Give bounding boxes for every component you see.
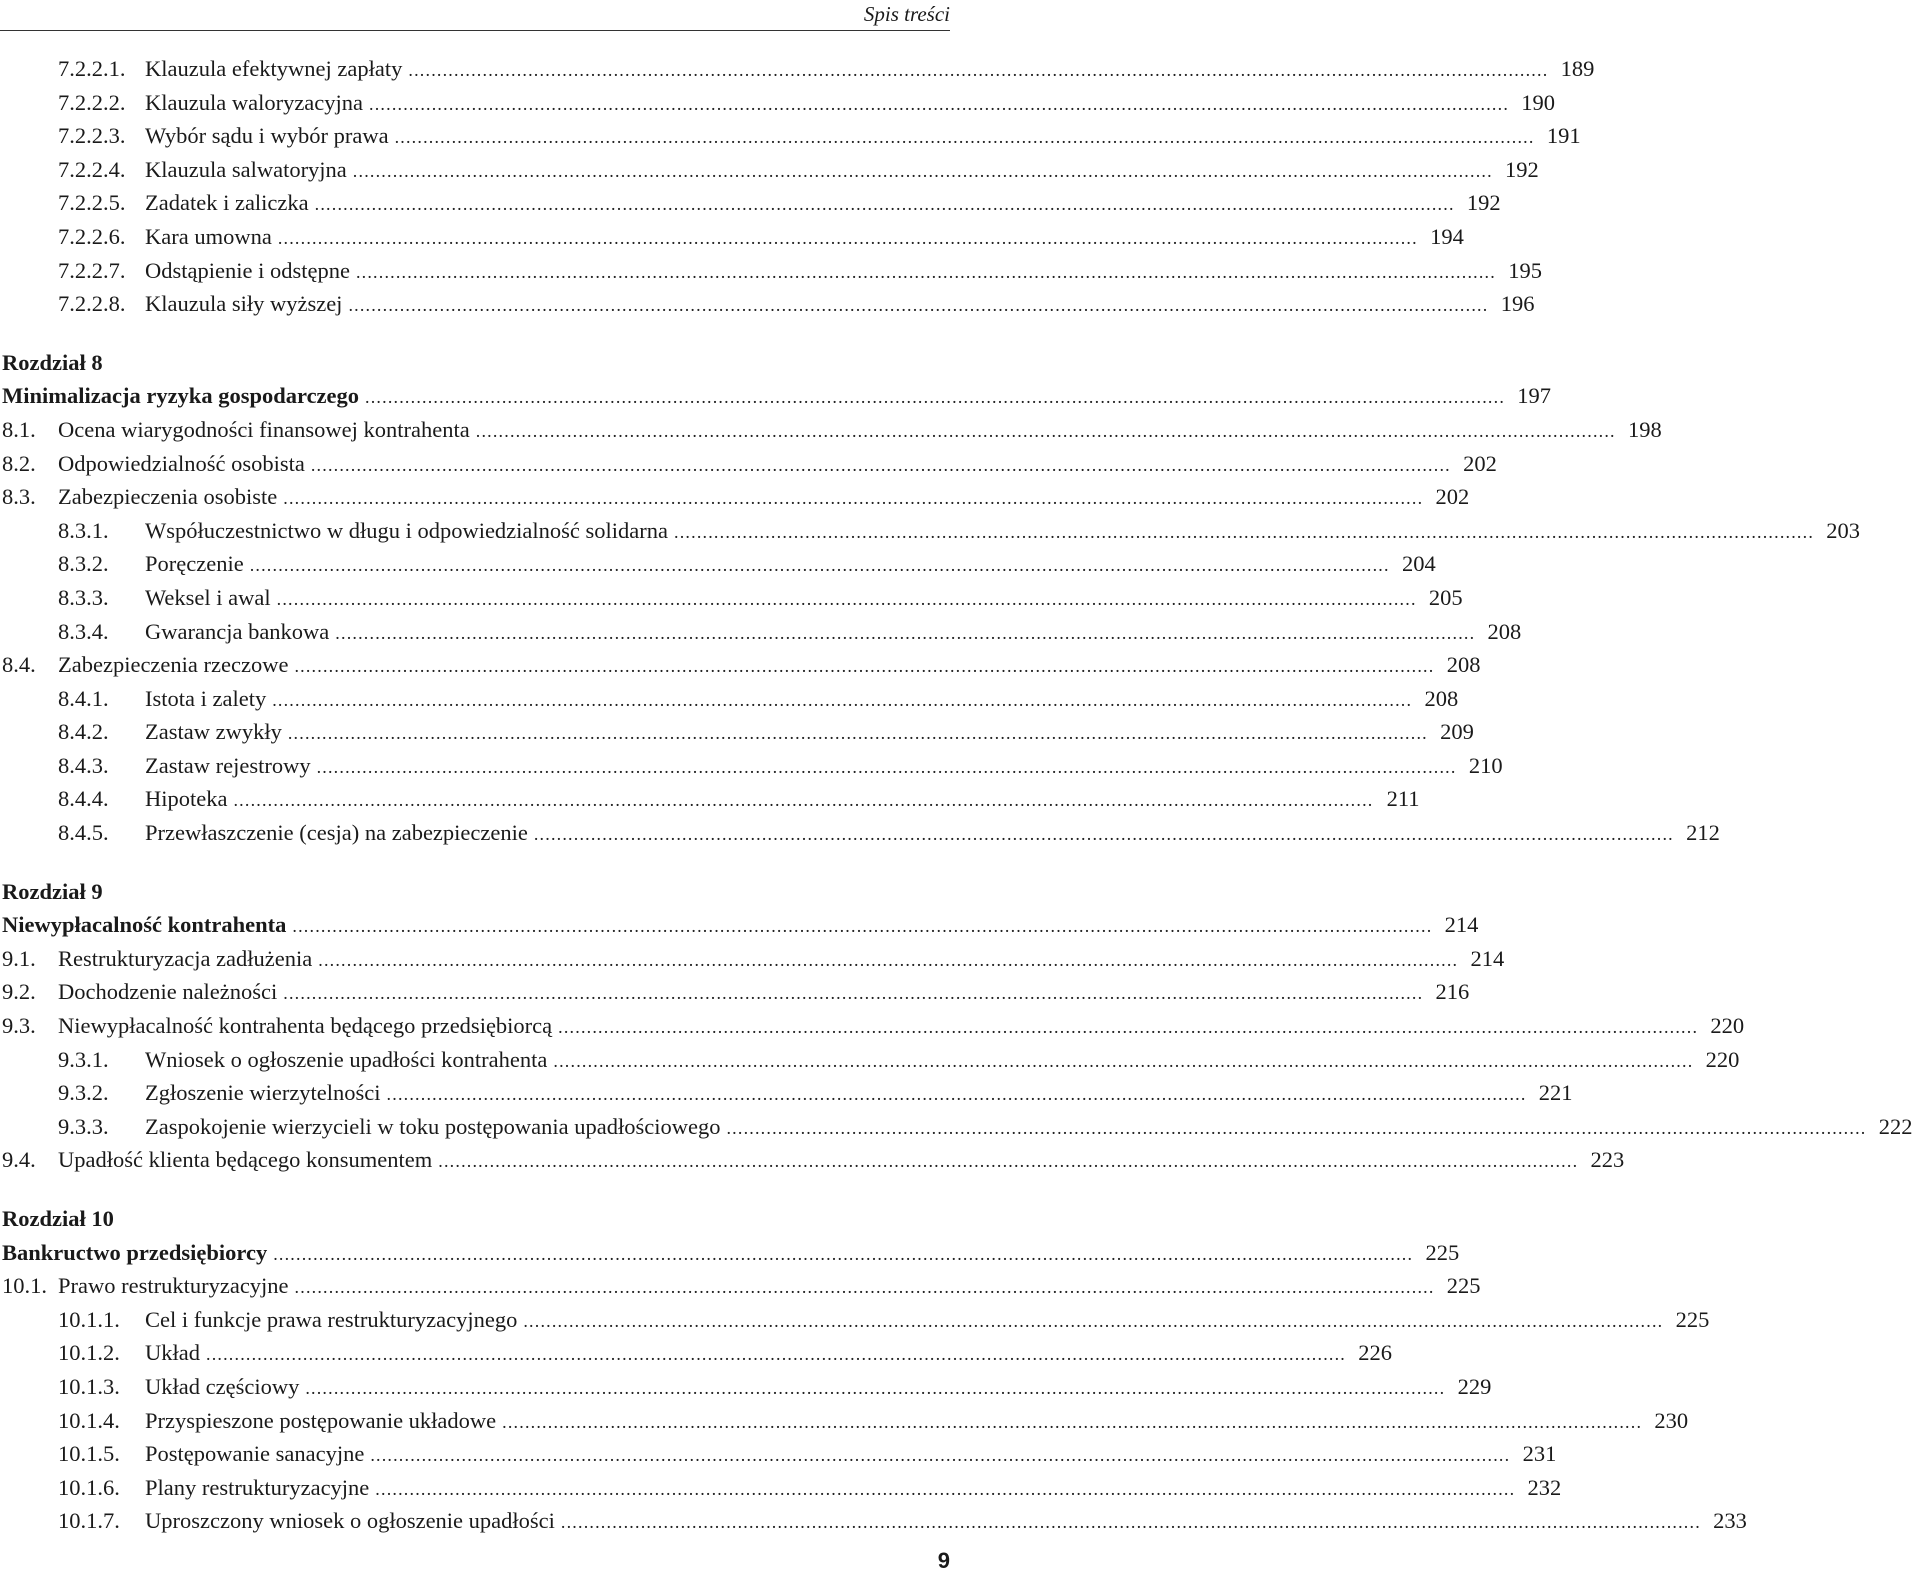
toc-entry[interactable] xyxy=(0,749,1503,783)
entry-number: 10.1.6. xyxy=(58,1474,120,1500)
chapter-title: Bankructwo przedsiębiorcy xyxy=(2,1236,273,1270)
entry-number: 8.3.3. xyxy=(58,584,109,610)
entry-title: Postępowanie sanacyjne xyxy=(145,1437,370,1471)
entry-number: 7.2.2.5. xyxy=(58,190,126,216)
dot-leader: ........................................................................................................................................................................................................ xyxy=(386,1084,1527,1105)
dot-leader: ........................................................................................................................................................................................................ xyxy=(523,1310,1664,1331)
entry-title: Hipoteka xyxy=(145,782,233,816)
entry-leader-line xyxy=(58,975,1470,1011)
entry-page-number: 230 xyxy=(1654,1407,1689,1433)
entry-title: Zaspokojenie wierzycieli w toku postępowania upadłościowego xyxy=(145,1110,726,1144)
entry-leader-line xyxy=(58,447,1497,483)
entry-page-number: 208 xyxy=(1424,685,1459,711)
entry-page-number: 198 xyxy=(1628,416,1662,442)
entry-number: 7.2.2.6. xyxy=(58,223,126,249)
entry-page-number: 225 xyxy=(1425,1239,1460,1265)
entry-leader-line xyxy=(145,581,1463,617)
entry-page-number: 214 xyxy=(1470,945,1505,971)
entry-page-number: 194 xyxy=(1430,223,1464,249)
entry-leader-line xyxy=(145,715,1474,751)
dot-leader: ........................................................................................................................................................................................................ xyxy=(553,1050,1694,1071)
page-number: 9 xyxy=(937,1548,950,1573)
entry-leader-line xyxy=(145,1076,1573,1112)
entry-number: 10.1.1. xyxy=(58,1306,120,1332)
entry-page-number: 229 xyxy=(1457,1373,1492,1399)
entry-title: Układ xyxy=(145,1336,206,1370)
toc-entry[interactable] xyxy=(0,186,1501,220)
entry-leader-line xyxy=(145,287,1535,323)
entry-number: 9.1. xyxy=(2,945,36,971)
entry-page-number: 212 xyxy=(1686,820,1720,846)
dot-leader: ........................................................................................................................................................................................................ xyxy=(352,160,1493,181)
entry-title: Weksel i awal xyxy=(145,581,277,615)
dot-leader: ........................................................................................................................................................................................................ xyxy=(310,454,1451,475)
dot-leader: ........................................................................................................................................................................................................ xyxy=(475,420,1616,441)
entry-leader-line xyxy=(58,942,1505,978)
toc-entry[interactable] xyxy=(0,1076,1573,1110)
dot-leader: ........................................................................................................................................................................................................ xyxy=(348,295,1489,316)
dot-leader: ........................................................................................................................................................................................................ xyxy=(375,1478,1516,1499)
entry-title: Zastaw zwykły xyxy=(145,715,288,749)
dot-leader: ........................................................................................................................................................................................................ xyxy=(365,387,1506,408)
toc-entry[interactable] xyxy=(0,816,1720,850)
entry-page-number: 208 xyxy=(1446,652,1481,678)
entry-leader-line xyxy=(145,52,1595,88)
chapter-label: Rozdział 9 xyxy=(2,878,103,904)
entry-title: Poręczenie xyxy=(145,547,250,581)
entry-leader-line xyxy=(145,119,1581,155)
toc-entry[interactable] xyxy=(0,1504,1747,1538)
entry-leader-line xyxy=(145,1043,1740,1079)
entry-number: 7.2.2.1. xyxy=(58,56,126,81)
entry-page-number: 233 xyxy=(1713,1508,1747,1534)
entry-number: 8.4.4. xyxy=(58,786,109,812)
entry-leader-line xyxy=(145,816,1720,852)
entry-page-number: 220 xyxy=(1705,1046,1740,1072)
dot-leader: ........................................................................................................................................................................................................ xyxy=(502,1411,1643,1432)
dot-leader: ........................................................................................................................................................................................................ xyxy=(277,227,1418,248)
toc-entry[interactable] xyxy=(0,615,1522,649)
entry-title: Zgłoszenie wierzytelności xyxy=(145,1076,387,1110)
entry-leader-line xyxy=(2,908,1479,944)
dot-leader: ........................................................................................................................................................................................................ xyxy=(283,488,1424,509)
entry-page-number: 210 xyxy=(1468,752,1503,778)
entry-number: 10.1.4. xyxy=(58,1407,120,1433)
dot-leader: ........................................................................................................................................................................................................ xyxy=(283,983,1424,1004)
entry-title: Zabezpieczenia rzeczowe xyxy=(58,648,294,682)
entry-page-number: 190 xyxy=(1521,89,1556,115)
dot-leader: ........................................................................................................................................................................................................ xyxy=(318,949,1459,970)
toc-entry[interactable] xyxy=(0,447,1497,481)
chapter-title-entry[interactable] xyxy=(0,379,1552,413)
chapter-title: Minimalizacja ryzyka gospodarczego xyxy=(2,379,365,413)
entry-leader-line xyxy=(145,749,1503,785)
entry-leader-line xyxy=(145,782,1420,818)
entry-number: 8.4.3. xyxy=(58,752,109,778)
entry-title: Klauzula waloryzacyjna xyxy=(145,86,369,120)
entry-number: 8.4.5. xyxy=(58,820,109,846)
dot-leader: ........................................................................................................................................................................................................ xyxy=(292,916,1433,937)
entry-number: 9.4. xyxy=(2,1147,36,1173)
entry-number: 9.3.2. xyxy=(58,1080,109,1106)
entry-page-number: 192 xyxy=(1466,190,1501,216)
entry-number: 8.3. xyxy=(2,484,36,510)
entry-title: Niewypłacalność kontrahenta będącego przedsiębiorcą xyxy=(58,1009,558,1043)
entry-leader-line xyxy=(145,1437,1557,1473)
entry-page-number: 216 xyxy=(1435,979,1470,1005)
entry-number: 8.3.2. xyxy=(58,551,109,577)
toc-entry[interactable] xyxy=(0,1370,1492,1404)
entry-leader-line xyxy=(145,1303,1710,1339)
entry-title: Upadłość klienta będącego konsumentem xyxy=(58,1143,438,1177)
chapter-label: Rozdział 10 xyxy=(2,1206,114,1231)
entry-page-number: 196 xyxy=(1500,291,1535,317)
entry-page-number: 225 xyxy=(1675,1306,1710,1332)
entry-page-number: 204 xyxy=(1401,551,1436,577)
entry-title: Współuczestnictwo w długu i odpowiedzialność solidarna xyxy=(145,514,674,548)
chapter-title-entry[interactable] xyxy=(0,1236,1460,1270)
entry-number: 8.2. xyxy=(2,450,36,476)
entry-page-number: 225 xyxy=(1446,1273,1481,1299)
toc-entry[interactable] xyxy=(0,287,1535,321)
entry-leader-line xyxy=(145,186,1501,222)
entry-leader-line xyxy=(145,682,1459,718)
entry-number: 9.3.3. xyxy=(58,1113,109,1139)
toc-entry[interactable] xyxy=(0,942,1505,976)
entry-title: Przewłaszczenie (cesja) na zabezpieczenie xyxy=(145,816,534,850)
entry-number: 10.1.2. xyxy=(58,1340,120,1366)
entry-title: Układ częściowy xyxy=(145,1370,305,1404)
entry-leader-line xyxy=(145,1370,1492,1406)
toc-entry[interactable] xyxy=(0,1336,1392,1370)
entry-leader-line xyxy=(145,1504,1747,1540)
dot-leader: ........................................................................................................................................................................................................ xyxy=(316,756,1457,777)
toc-entry[interactable] xyxy=(0,1043,1740,1077)
dot-leader: ........................................................................................................................................................................................................ xyxy=(369,93,1510,114)
entry-leader-line xyxy=(145,514,1861,550)
toc-entry[interactable] xyxy=(0,480,1470,514)
entry-leader-line xyxy=(145,1404,1689,1440)
toc-entry[interactable] xyxy=(0,413,1662,447)
toc-entry[interactable] xyxy=(0,1437,1557,1471)
entry-number: 7.2.2.2. xyxy=(58,89,126,115)
entry-page-number: 205 xyxy=(1428,584,1463,610)
entry-page-number: 208 xyxy=(1487,618,1522,644)
entry-title: Kara umowna xyxy=(145,220,278,254)
entry-page-number: 214 xyxy=(1444,912,1479,938)
entry-title: Restrukturyzacja zadłużenia xyxy=(58,942,318,976)
entry-title: Prawo restrukturyzacyjne xyxy=(58,1269,295,1303)
dot-leader: ........................................................................................................................................................................................................ xyxy=(272,689,1413,710)
entry-page-number: 195 xyxy=(1508,257,1542,283)
dot-leader: ........................................................................................................................................................................................................ xyxy=(206,1344,1346,1365)
dot-leader: ........................................................................................................................................................................................................ xyxy=(560,1512,1701,1533)
chapter-spacer xyxy=(0,1177,950,1202)
entry-leader-line xyxy=(58,1009,1745,1045)
table-of-contents xyxy=(0,52,1912,1538)
entry-number: 8.3.4. xyxy=(58,618,109,644)
toc-entry[interactable] xyxy=(0,715,1474,749)
dot-leader: ........................................................................................................................................................................................................ xyxy=(355,261,1496,282)
entry-page-number: 221 xyxy=(1538,1080,1573,1106)
entry-number: 8.1. xyxy=(2,416,36,442)
dot-leader: ........................................................................................................................................................................................................ xyxy=(294,1277,1435,1298)
dot-leader: ........................................................................................................................................................................................................ xyxy=(558,1017,1699,1038)
dot-leader: ........................................................................................................................................................................................................ xyxy=(674,521,1815,542)
toc-entry[interactable] xyxy=(0,1269,1481,1303)
toc-entry[interactable] xyxy=(0,1009,1745,1043)
entry-title: Klauzula efektywnej zapłaty xyxy=(145,52,408,86)
entry-title: Plany restrukturyzacyjne xyxy=(145,1471,375,1505)
toc-entry[interactable] xyxy=(0,782,1420,816)
toc-entry[interactable] xyxy=(0,648,1481,682)
entry-title: Odstąpienie i odstępne xyxy=(145,254,356,288)
dot-leader: ........................................................................................................................................................................................................ xyxy=(335,622,1476,643)
entry-page-number: 197 xyxy=(1517,383,1552,409)
entry-title: Wniosek o ogłoszenie upadłości kontrahenta xyxy=(145,1043,553,1077)
entry-leader-line xyxy=(58,1269,1481,1305)
dot-leader: ........................................................................................................................................................................................................ xyxy=(249,555,1390,576)
entry-leader-line xyxy=(145,220,1464,256)
entry-title: Gwarancja bankowa xyxy=(145,615,335,649)
entry-leader-line xyxy=(58,413,1662,449)
toc-entry[interactable] xyxy=(0,1471,1562,1505)
entry-page-number: 222 xyxy=(1878,1113,1912,1139)
entry-page-number: 192 xyxy=(1505,156,1539,182)
entry-number: 7.2.2.8. xyxy=(58,291,126,317)
toc-entry[interactable] xyxy=(0,682,1459,716)
toc-entry[interactable] xyxy=(0,119,1581,153)
toc-entry[interactable] xyxy=(0,547,1436,581)
entry-page-number: 202 xyxy=(1463,450,1497,476)
entry-title: Odpowiedzialność osobista xyxy=(58,447,311,481)
entry-leader-line xyxy=(58,648,1481,684)
dot-leader: ........................................................................................................................................................................................................ xyxy=(305,1377,1446,1398)
entry-leader-line xyxy=(2,1236,1460,1272)
chapter-label: Rozdział 8 xyxy=(2,349,103,375)
entry-leader-line xyxy=(2,379,1552,415)
entry-title: Zadatek i zaliczka xyxy=(145,186,315,220)
entry-page-number: 223 xyxy=(1590,1147,1625,1173)
dot-leader: ........................................................................................................................................................................................................ xyxy=(370,1445,1511,1466)
entry-title: Cel i funkcje prawa restrukturyzacyjnego xyxy=(145,1303,523,1337)
entry-title: Zastaw rejestrowy xyxy=(145,749,317,783)
entry-number: 8.4. xyxy=(2,652,36,678)
entry-leader-line xyxy=(145,1110,1912,1146)
entry-page-number: 232 xyxy=(1527,1474,1562,1500)
toc-entry[interactable] xyxy=(0,1110,1912,1144)
entry-number: 10.1.3. xyxy=(58,1373,120,1399)
entry-page-number: 209 xyxy=(1440,719,1474,745)
entry-title: Wybór sądu i wybór prawa xyxy=(145,119,395,153)
dot-leader: ........................................................................................................................................................................................................ xyxy=(287,723,1428,744)
chapter-spacer xyxy=(0,850,950,875)
entry-leader-line xyxy=(58,1143,1625,1179)
entry-title: Dochodzenie należności xyxy=(58,975,283,1009)
entry-page-number: 211 xyxy=(1386,786,1420,812)
toc-entry[interactable] xyxy=(0,220,1464,254)
toc-entry[interactable] xyxy=(0,975,1470,1009)
entry-page-number: 231 xyxy=(1522,1441,1557,1467)
entry-leader-line xyxy=(145,153,1539,189)
chapter-title: Niewypłacalność kontrahenta xyxy=(2,908,292,942)
entry-title: Zabezpieczenia osobiste xyxy=(58,480,283,514)
entry-page-number: 191 xyxy=(1546,123,1581,149)
entry-title: Przyspieszone postępowanie układowe xyxy=(145,1404,502,1438)
entry-number: 8.4.2. xyxy=(58,719,109,745)
entry-page-number: 226 xyxy=(1358,1340,1392,1366)
chapter-spacer xyxy=(0,321,950,346)
entry-leader-line xyxy=(145,547,1436,583)
entry-title: Uproszczony wniosek o ogłoszenie upadłości xyxy=(145,1504,561,1538)
entry-title: Klauzula siły wyższej xyxy=(145,287,348,321)
entry-number: 7.2.2.3. xyxy=(58,123,126,149)
dot-leader: ........................................................................................................................................................................................................ xyxy=(276,588,1417,609)
toc-entry[interactable] xyxy=(0,254,1542,288)
toc-entry[interactable] xyxy=(0,514,1861,548)
dot-leader: ........................................................................................................................................................................................................ xyxy=(438,1151,1579,1172)
entry-number: 10.1.5. xyxy=(58,1441,120,1467)
entry-number: 7.2.2.4. xyxy=(58,156,126,182)
toc-entry[interactable] xyxy=(0,86,1556,120)
dot-leader: ........................................................................................................................................................................................................ xyxy=(408,60,1549,80)
chapter-title-entry[interactable] xyxy=(0,908,1479,942)
toc-entry[interactable] xyxy=(0,1303,1710,1337)
dot-leader: ........................................................................................................................................................................................................ xyxy=(726,1117,1867,1138)
entry-leader-line xyxy=(145,254,1542,290)
entry-leader-line xyxy=(145,615,1522,651)
entry-leader-line xyxy=(145,1471,1562,1507)
toc-entry[interactable] xyxy=(0,52,1595,86)
toc-entry[interactable] xyxy=(0,1404,1689,1438)
entry-number: 10.1. xyxy=(2,1273,47,1299)
entry-title: Klauzula salwatoryjna xyxy=(145,153,353,187)
entry-leader-line xyxy=(145,86,1556,122)
toc-entry[interactable] xyxy=(0,153,1539,187)
running-header xyxy=(0,0,950,31)
entry-page-number: 189 xyxy=(1560,56,1595,81)
dot-leader: ........................................................................................................................................................................................................ xyxy=(233,790,1374,811)
entry-number: 9.2. xyxy=(2,979,36,1005)
entry-number: 8.4.1. xyxy=(58,685,109,711)
entry-number: 9.3.1. xyxy=(58,1046,109,1072)
entry-number: 10.1.7. xyxy=(58,1508,120,1534)
dot-leader: ........................................................................................................................................................................................................ xyxy=(314,194,1455,215)
entry-number: 9.3. xyxy=(2,1013,36,1039)
dot-leader: ........................................................................................................................................................................................................ xyxy=(294,656,1435,677)
running-title: Spis treści xyxy=(863,2,950,26)
entry-leader-line xyxy=(58,480,1470,516)
entry-page-number: 202 xyxy=(1435,484,1470,510)
entry-number: 8.3.1. xyxy=(58,517,109,543)
entry-leader-line xyxy=(145,1336,1392,1372)
dot-leader: ........................................................................................................................................................................................................ xyxy=(273,1243,1414,1264)
entry-title: Istota i zalety xyxy=(145,682,272,716)
toc-entry[interactable] xyxy=(0,1143,1625,1177)
dot-leader: ........................................................................................................................................................................................................ xyxy=(394,127,1535,148)
entry-page-number: 220 xyxy=(1710,1013,1745,1039)
dot-leader: ........................................................................................................................................................................................................ xyxy=(533,824,1674,845)
entry-page-number: 203 xyxy=(1826,517,1861,543)
entry-number: 7.2.2.7. xyxy=(58,257,126,283)
entry-title: Ocena wiarygodności finansowej kontrahenta xyxy=(58,413,476,447)
toc-entry[interactable] xyxy=(0,581,1463,615)
